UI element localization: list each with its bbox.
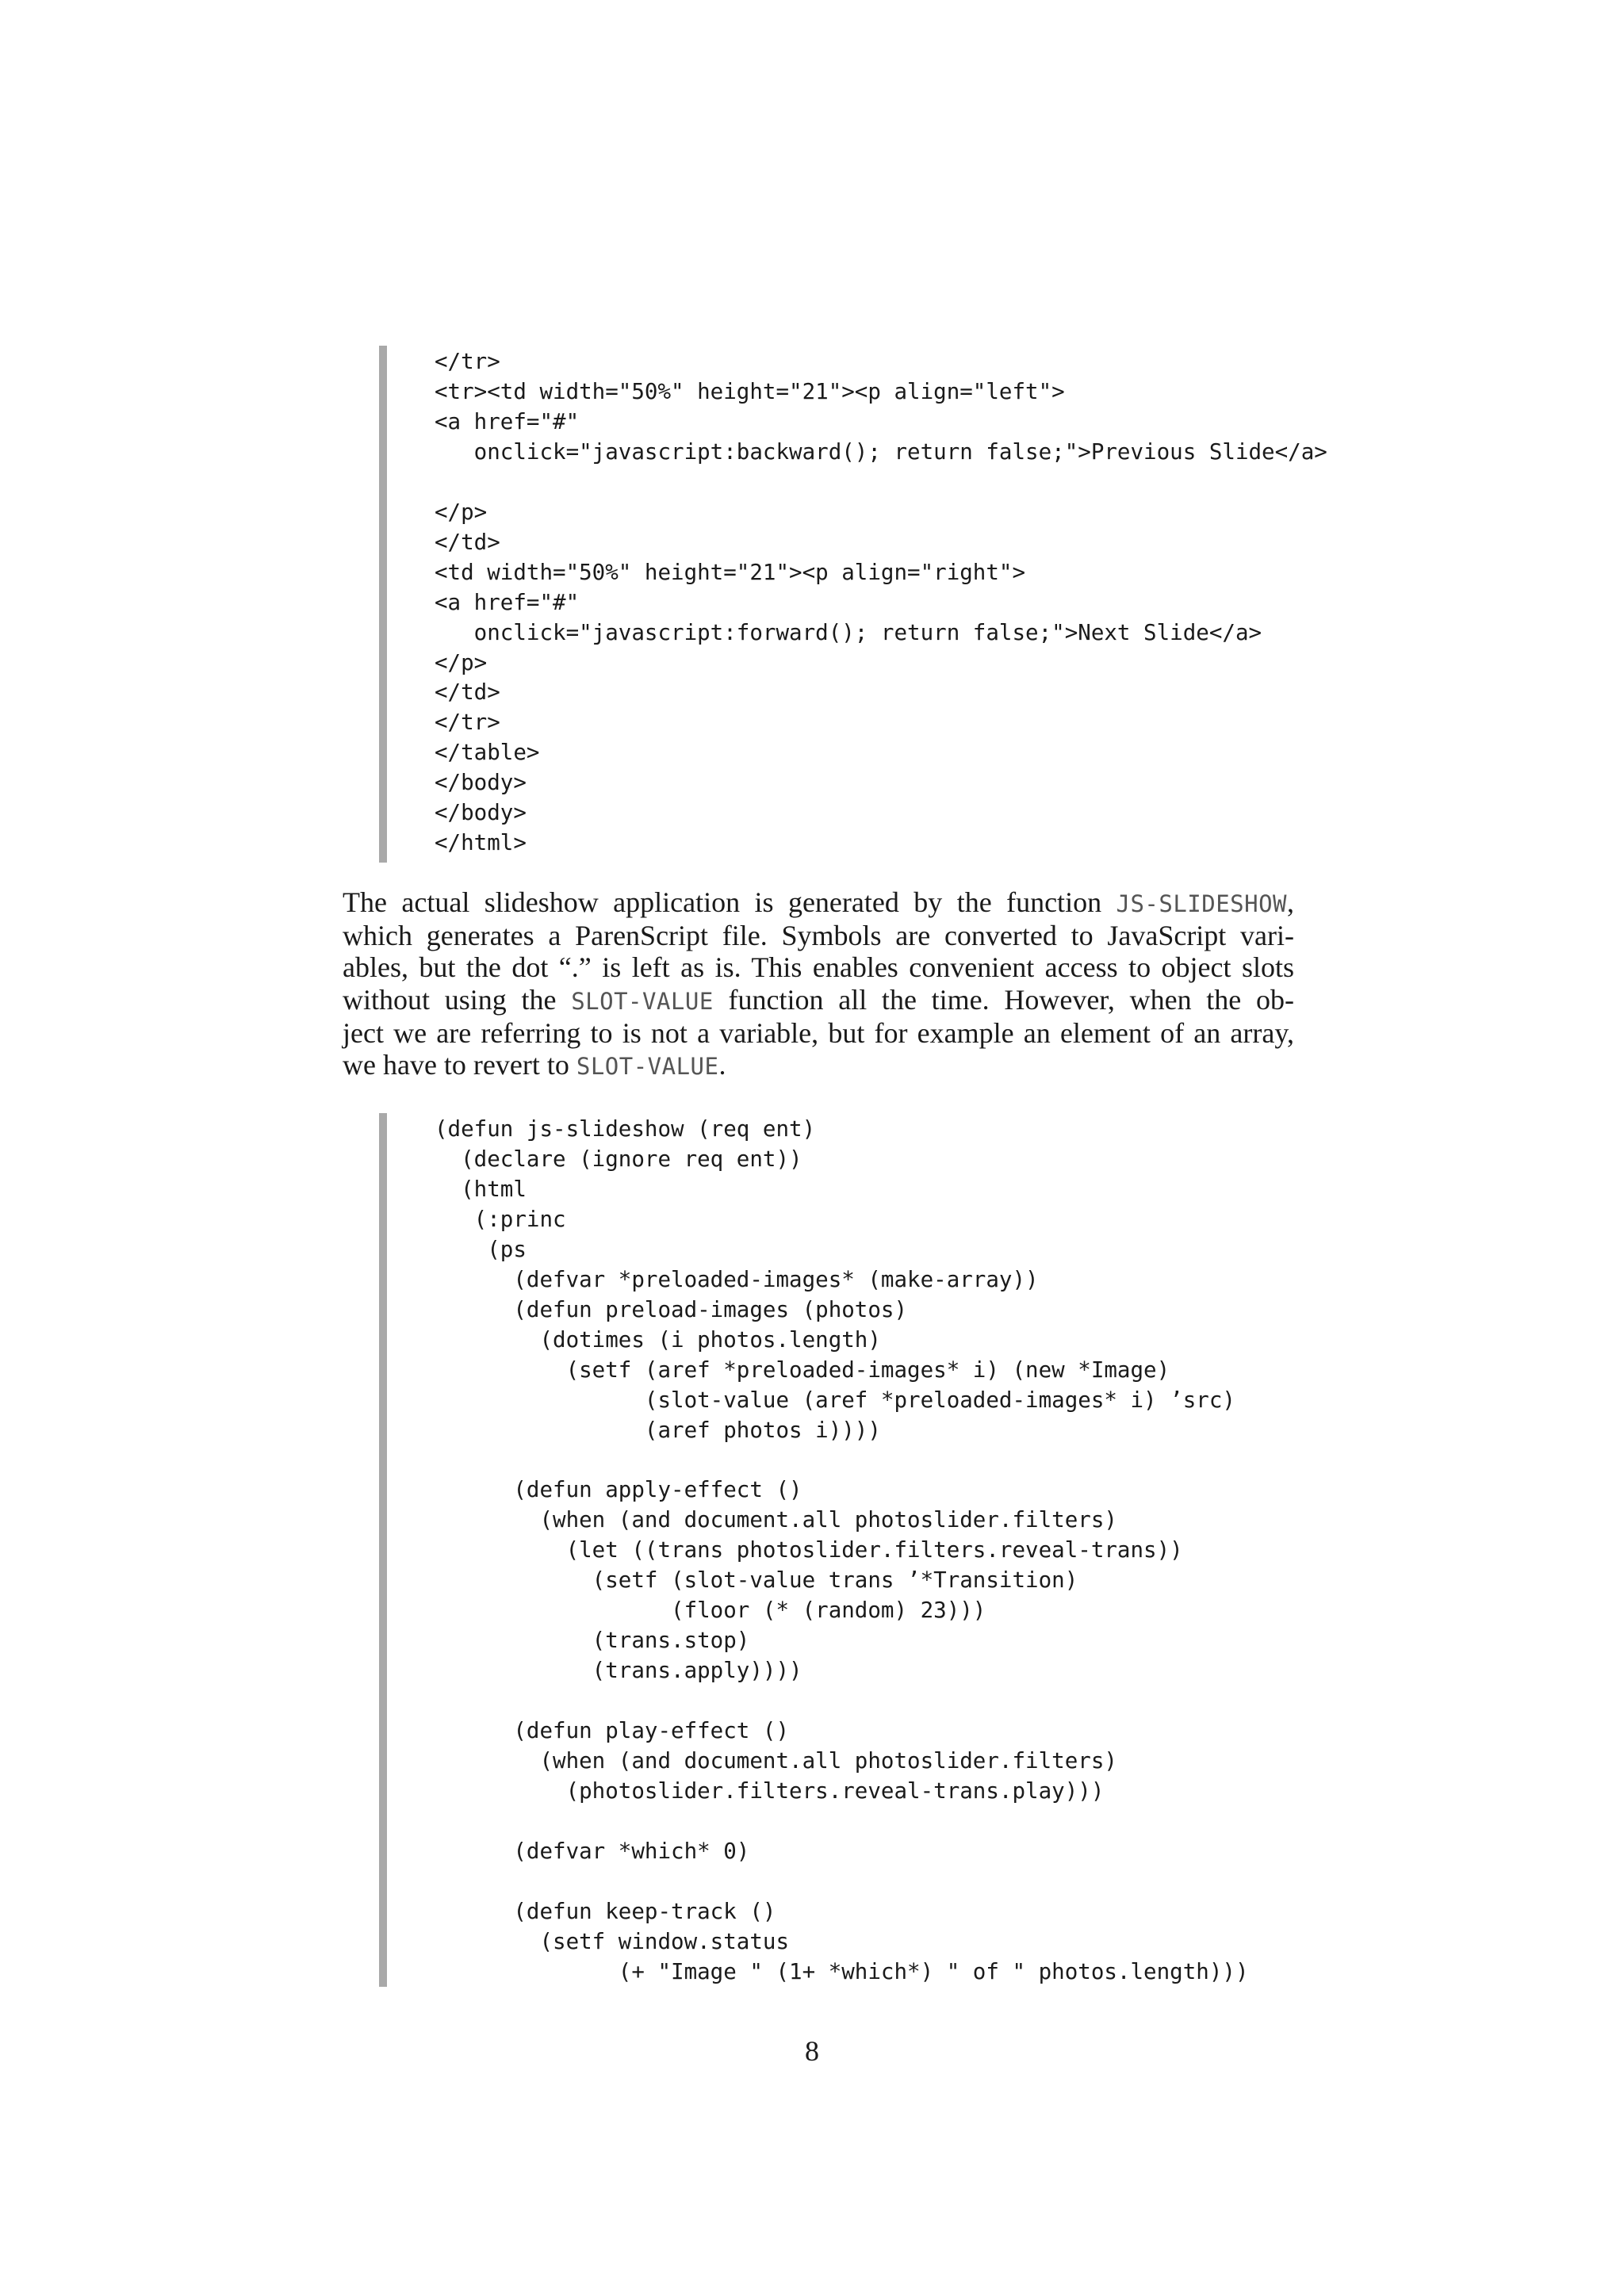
page-number: 8 [805, 2035, 819, 2067]
code-line: (defun js-slideshow (req ent) [435, 1116, 816, 1142]
paragraph-line [343, 886, 1294, 920]
code-line: </body> [435, 800, 527, 826]
code-line: (html [435, 1176, 527, 1202]
code-line: (dotimes (i photos.length) [435, 1326, 881, 1353]
code-line: (defun play-effect () [435, 1718, 790, 1744]
code-line: (setf (aref *preloaded-images* i) (new *Image) [435, 1357, 1170, 1383]
inline-code: SLOT-VALUE [576, 1053, 719, 1081]
paragraph-line: ables, but the dot “.” is left as is. This enables convenient access to object slots [343, 951, 1294, 984]
code-line: </td> [435, 529, 500, 555]
code-line: (ps [435, 1236, 527, 1262]
code-line: (floor (* (random) 23))) [435, 1598, 986, 1624]
code-line: (trans.apply)))) [435, 1658, 802, 1684]
code-line: </tr> [435, 349, 500, 374]
code-line: </table> [435, 740, 540, 766]
code-line: </p> [435, 499, 488, 525]
code-line: (when (and document.all photoslider.filters) [435, 1507, 1117, 1533]
code-line: (trans.stop) [435, 1628, 750, 1654]
body-paragraph [343, 886, 1294, 1082]
paragraph-line [343, 1049, 1294, 1082]
text: . [718, 1049, 726, 1081]
code-line: </body> [435, 770, 527, 796]
text: function all the time. However, when the ob- [713, 983, 1294, 1016]
paragraph-line: which generates a ParenScript file. Symbols are converted to JavaScript vari- [343, 920, 1294, 952]
code-line: (aref photos i)))) [435, 1417, 881, 1443]
code-line: </tr> [435, 710, 500, 736]
code-line: (declare (ignore req ent)) [435, 1146, 802, 1172]
code-line: (let ((trans photoslider.filters.reveal-trans)) [435, 1537, 1183, 1563]
paragraph-line: ject we are referring to is not a variable, but for example an element of an array, [343, 1016, 1294, 1049]
code-line: <a href="#" [435, 589, 580, 615]
code-line: (defun keep-track () [435, 1898, 776, 1924]
text: The actual slideshow application is generated by the function [343, 886, 1116, 918]
code-line: (defun apply-effect () [435, 1477, 802, 1503]
code-line: </p> [435, 649, 488, 675]
code-line: </html> [435, 830, 527, 856]
paragraph-line [343, 984, 1294, 1017]
code-line: (when (and document.all photoslider.filters) [435, 1748, 1117, 1774]
inline-code: JS-SLIDESHOW [1116, 890, 1287, 917]
code-listing-html [379, 346, 1327, 863]
text: , [1287, 886, 1294, 918]
code-line: (setf (slot-value trans ’*Transition) [435, 1567, 1078, 1594]
code-line: onclick="javascript:backward(); return false;">Previous Slide</a> [435, 438, 1327, 465]
text: we have to revert to [343, 1049, 576, 1081]
code-line: onclick="javascript:forward(); return false;">Next Slide</a> [435, 619, 1262, 645]
code-line: <td width="50%" height="21"><p align="right"> [435, 559, 1026, 585]
code-line: (defvar *which* 0) [435, 1838, 750, 1864]
text: without using the [343, 983, 572, 1016]
code-line: </td> [435, 679, 500, 706]
code-listing-lisp [379, 1113, 1249, 1987]
code-line: <tr><td width="50%" height="21"><p align="left"> [435, 378, 1065, 404]
code-line: (defun preload-images (photos) [435, 1296, 908, 1322]
code-line: (photoslider.filters.reveal-trans.play))) [435, 1777, 1105, 1804]
code-text [387, 1115, 1249, 1988]
code-line: (setf window.status [435, 1928, 790, 1954]
code-text [387, 347, 1327, 859]
code-line: (slot-value (aref *preloaded-images* i) ’src) [435, 1387, 1235, 1413]
code-line: (:princ [435, 1206, 566, 1232]
code-line: (+ "Image " (1+ *which*) " of " photos.length))) [435, 1958, 1249, 1984]
inline-code: SLOT-VALUE [571, 987, 714, 1015]
code-line: (defvar *preloaded-images* (make-array)) [435, 1266, 1039, 1292]
code-line: <a href="#" [435, 408, 580, 434]
